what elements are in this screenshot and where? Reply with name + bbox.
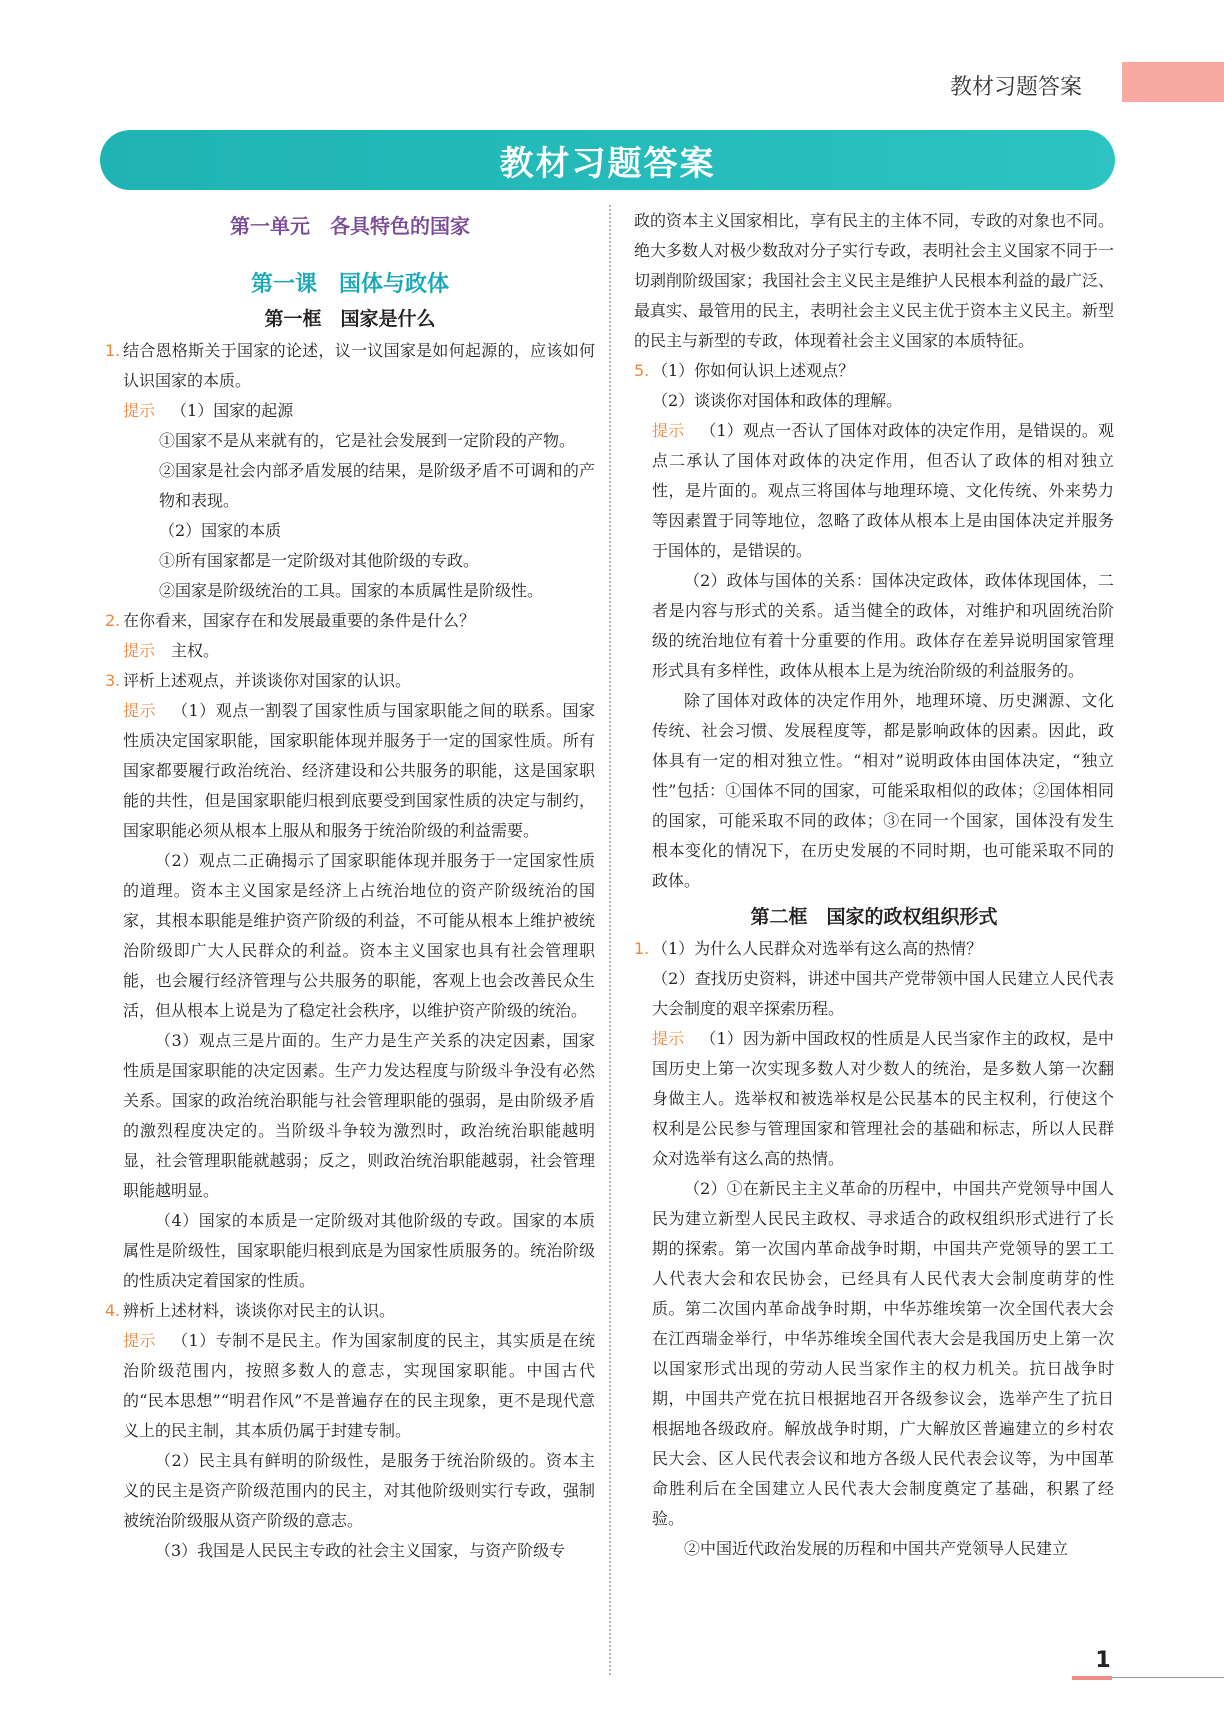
sub-question [634, 386, 1114, 416]
hint-text: 主权。 [171, 641, 220, 660]
question-2 [105, 606, 595, 636]
question-4 [105, 1296, 595, 1326]
answer-text: ①所有国家都是一定阶级对其他阶级的专政。 [159, 551, 480, 570]
answer-text: （2）①在新民主主义革命的历程中，中国共产党领导中国人民为建立新型人民民主政权、寻求适合的政权组织形式进行了长期的探索。第一次国内革命战争时期，中国共产党领导的罢工工人代表大会和农民协会，已经具有人民代表大会制度萌芽的性质。第二次国内革命战争时期，中华苏维埃第一次全国代表大会在江西瑞金举行，中华苏维埃全国代表大会是我国历史上第一次以国家形式出现的劳动人民当家作主的权力机关。抗日战争时期，中国共产党在抗日根据地召开各级参议会，选举产生了抗日根据地各级政府。解放战争时期，广大解放区普遍建立的乡村农民大会、区人民代表会议和地方各级人民代表会议等，为中国革命胜利后在全国建立人民代表大会制度奠定了基础，积累了经验。 [652, 1179, 1114, 1528]
question-text: 辨析上述材料，谈谈你对民主的认识。 [123, 1301, 396, 1320]
title-banner [100, 130, 1115, 190]
answer-text: （3）观点三是片面的。生产力是生产关系的决定因素，国家性质是国家职能的决定因素。生产力发达程度与阶级斗争没有必然关系。国家的政治统治职能与社会管理职能的强弱，是由阶级矛盾的激烈程度决定的。当阶级斗争较为激烈时，政治统治职能越明显，社会管理职能就越弱；反之，则政治统治职能越弱，社会管理职能越明显。 [123, 1031, 595, 1200]
hint-label: 提示 [123, 641, 156, 660]
question-1 [105, 336, 595, 396]
answer-text: （2）民主具有鲜明的阶级性，是服务于统治阶级的。资本主义的民主是资产阶级范围内的民主，对其他阶级则实行专政，强制被统治阶级服从资产阶级的意志。 [123, 1451, 595, 1530]
header-title: 教材习题答案 [950, 75, 1083, 100]
hint-label: 提示 [123, 401, 156, 420]
banner-title: 教材习题答案 [499, 143, 716, 184]
hint-label: 提示 [652, 1029, 685, 1048]
hint-text: （1）观点一否认了国体对政体的决定作用，是错误的。观点二承认了国体对政体的决定作用，但否认了政体的相对独立性，是片面的。观点三将国体与地理环境、文化传统、外来势力等因素置于同等地位，忽略了政体从根本上是由国体决定并服务于国体的，是错误的。 [652, 421, 1114, 560]
hint-label: 提示 [123, 1331, 157, 1350]
question-text: （2）谈谈你对国体和政体的理解。 [652, 391, 903, 410]
answer-text: ②国家是社会内部矛盾发展的结果，是阶级矛盾不可调和的产物和表现。 [159, 461, 595, 510]
answer-paragraph [105, 576, 595, 606]
question-text: 在你看来，国家存在和发展最重要的条件是什么？ [123, 611, 476, 630]
answer-text: ②中国近代政治发展的历程和中国共产党领导人民建立 [684, 1539, 1069, 1558]
question-5 [634, 356, 1114, 386]
left-column [105, 206, 595, 1566]
answer-paragraph [105, 456, 595, 516]
question-number: 1. [105, 341, 121, 360]
answer-paragraph-continued [634, 206, 1114, 356]
hint-paragraph [105, 1326, 595, 1446]
hint-paragraph [634, 1024, 1114, 1174]
question-1-frame2 [634, 934, 1114, 964]
answer-text: （2）政体与国体的关系：国体决定政体，政体体现国体，二者是内容与形式的关系。适当健全的政体，对维护和巩固统治阶级的统治地位有着十分重要的作用。政体存在差异说明国家管理形式具有多样性，政体从根本上是为统治阶级的利益服务的。 [652, 571, 1114, 680]
question-number: 2. [105, 611, 121, 630]
question-text: （1）你如何认识上述观点？ [652, 361, 855, 380]
question-number: 4. [105, 1301, 121, 1320]
hint-label: 提示 [652, 421, 685, 440]
answer-paragraph [105, 1446, 595, 1536]
hint-text: （1）观点一割裂了国家性质与国家职能之间的联系。国家性质决定国家职能，国家职能体现并服务于一定的国家性质。所有国家都要履行政治统治、经济建设和公共服务的职能，这是国家职能的共性，但是国家职能归根到底要受到国家性质的决定与制约，国家职能必须从根本上服从和服务于统治阶级的利益需要。 [123, 701, 595, 840]
hint-text: （1）因为新中国政权的性质是人民当家作主的政权，是中国历史上第一次实现多数人对少数人的统治，是多数人第一次翻身做主人。选举权和被选举权是公民基本的民主权利，行使这个权利是公民参与管理国家和管理社会的基础和标志，所以人民群众对选举有这么高的热情。 [652, 1029, 1114, 1168]
answer-paragraph [105, 426, 595, 456]
answer-text: （2）国家的本质 [159, 521, 282, 540]
answer-text: （2）观点二正确揭示了国家职能体现并服务于一定国家性质的道理。资本主义国家是经济上占统治地位的资产阶级统治的国家，其根本职能是维护资产阶级的利益，不可能从根本上维护被统治阶级即广大人民群众的利益。资本主义国家也具有社会管理职能，也会履行经济管理与公共服务的职能，客观上也会改善民众生活，但从根本上说是为了稳定社会秩序，以维护资产阶级的统治。 [123, 851, 595, 1020]
answer-text: ①国家不是从来就有的，它是社会发展到一定阶段的产物。 [159, 431, 576, 450]
answer-paragraph [105, 1536, 595, 1566]
hint-text: （1）国家的起源 [171, 401, 294, 420]
question-number: 5. [634, 361, 650, 380]
answer-text: （4）国家的本质是一定阶级对其他阶级的专政。国家的本质属性是阶级性，国家职能归根到底是为国家性质服务的。统治阶级的性质决定着国家的性质。 [123, 1211, 595, 1290]
hint-paragraph [105, 636, 595, 666]
answer-paragraph [634, 1174, 1114, 1534]
question-number: 3. [105, 671, 121, 690]
answer-paragraph [105, 546, 595, 576]
lesson-title: 第一课 国体与政体 [250, 272, 449, 297]
answer-paragraph [634, 1534, 1114, 1564]
question-number: 1. [634, 939, 650, 958]
answer-paragraph [105, 846, 595, 1026]
sub-question [634, 964, 1114, 1024]
page-number: 1 [1095, 1648, 1111, 1673]
question-text: （1）为什么人民群众对选举有这么高的热情？ [652, 939, 983, 958]
frame-title-2: 第二框 国家的政权组织形式 [750, 906, 998, 928]
answer-text: 政的资本主义国家相比，享有民主的主体不同，专政的对象也不同。绝大多数人对极少数敌对分子实行专政，表明社会主义国家不同于一切剥削阶级国家；我国社会主义民主是维护人民根本利益的最广泛、最真实、最管用的民主，表明社会主义民主优于资本主义民主。新型的民主与新型的专政，体现着社会主义国家的本质特征。 [634, 211, 1115, 350]
answer-paragraph [634, 686, 1114, 896]
answer-paragraph [105, 516, 595, 546]
question-3 [105, 666, 595, 696]
header-color-tab [1122, 62, 1224, 102]
hint-paragraph [105, 696, 595, 846]
answer-text: 除了国体对政体的决定作用外，地理环境、历史渊源、文化传统、社会习惯、发展程度等，都是影响政体的因素。因此，政体具有一定的相对独立性。“相对”说明政体由国体决定，“独立性”包括：①国体不同的国家，可能采取相似的政体；②国体相同的国家，可能采取不同的政体；③在同一个国家，国体没有发生根本变化的情况下，在历史发展的不同时期，也可能采取不同的政体。 [652, 691, 1114, 890]
hint-paragraph [105, 396, 595, 426]
question-text: 结合恩格斯关于国家的论述，议一议国家是如何起源的，应该如何认识国家的本质。 [123, 341, 595, 390]
column-divider [609, 205, 611, 1675]
question-text: 评析上述观点，并谈谈你对国家的认识。 [123, 671, 412, 690]
frame-title: 第一框 国家是什么 [264, 308, 436, 330]
answer-paragraph [105, 1206, 595, 1296]
page-number-underline [1072, 1676, 1112, 1680]
right-column [634, 206, 1114, 1564]
hint-paragraph [634, 416, 1114, 566]
hint-label: 提示 [123, 701, 157, 720]
hint-text: （1）专制不是民主。作为国家制度的民主，其实质是在统治阶级范围内，按照多数人的意志，实现国家职能。中国古代的“民本思想”“明君作风”不是普遍存在的民主现象，更不是现代意义上的民主制，其本质仍属于封建专制。 [123, 1331, 595, 1440]
question-text: （2）查找历史资料，讲述中国共产党带领中国人民建立人民代表大会制度的艰辛探索历程。 [652, 969, 1114, 1018]
unit-title: 第一单元 各具特色的国家 [230, 214, 470, 238]
footer-rule [1112, 1677, 1224, 1678]
answer-paragraph [634, 566, 1114, 686]
answer-text: ②国家是阶级统治的工具。国家的本质属性是阶级性。 [159, 581, 544, 600]
answer-paragraph [105, 1026, 595, 1206]
answer-text: （3）我国是人民民主专政的社会主义国家，与资产阶级专 [155, 1541, 566, 1560]
